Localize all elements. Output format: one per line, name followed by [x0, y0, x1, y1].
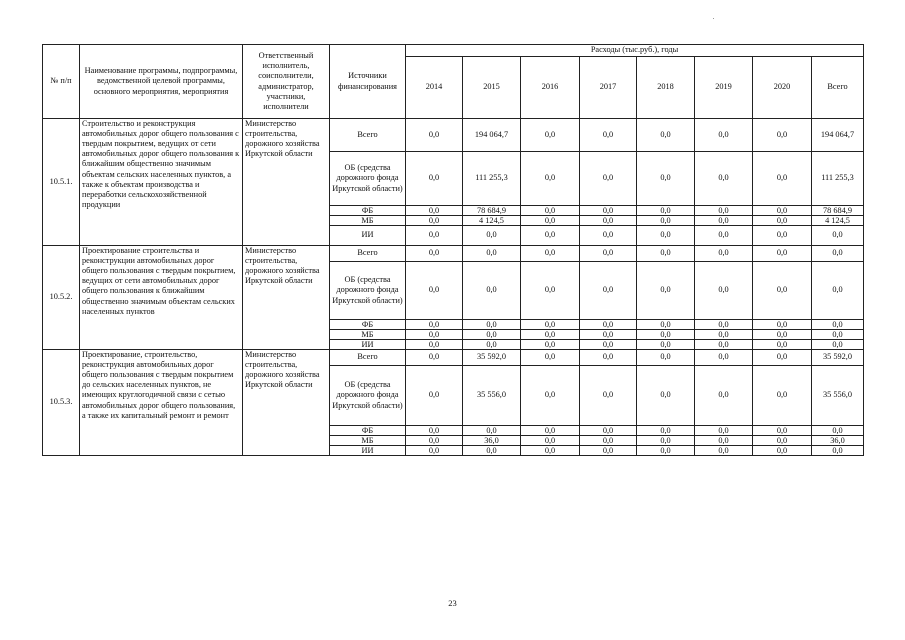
- value-cell: 0,0: [580, 119, 637, 152]
- total-cell: 36,0: [812, 436, 864, 446]
- value-cell: 0,0: [521, 262, 580, 320]
- section-number: 10.5.1.: [43, 119, 80, 246]
- value-cell: 0,0: [637, 340, 695, 350]
- value-cell: 0,0: [753, 152, 812, 206]
- header-year: 2019: [695, 57, 753, 119]
- value-cell: 0,0: [637, 152, 695, 206]
- value-cell: 0,0: [695, 246, 753, 262]
- value-cell: 35 556,0: [463, 366, 521, 426]
- value-cell: 0,0: [406, 226, 463, 246]
- total-cell: 35 592,0: [812, 350, 864, 366]
- header-year: 2014: [406, 57, 463, 119]
- total-cell: 0,0: [812, 320, 864, 330]
- value-cell: 0,0: [580, 340, 637, 350]
- value-cell: 0,0: [580, 426, 637, 436]
- value-cell: 0,0: [406, 426, 463, 436]
- section-responsible: Министерство строительства, дорожного хозяйства Иркутской области: [243, 246, 330, 350]
- value-cell: 0,0: [695, 262, 753, 320]
- value-cell: 0,0: [753, 340, 812, 350]
- section-name: Проектирование строительства и реконструкции автомобильных дорог общего пользования с твердым покрытием, ведущих от сети автомобильных дорог общего пользования к ближайшим общественно значимым объектам сельских населенных пунктов: [80, 246, 243, 350]
- funding-source: МБ: [330, 330, 406, 340]
- value-cell: 0,0: [753, 206, 812, 216]
- total-cell: 0,0: [812, 226, 864, 246]
- value-cell: 0,0: [580, 366, 637, 426]
- value-cell: 0,0: [580, 246, 637, 262]
- section-name: Проектирование, строительство, реконструкция автомобильных дорог общего пользования с твердым покрытием до сельских населенных пунктов, не имеющих круглогодичной связи с сетью автомобильных дорог общего пользования, а также их капитальный ремонт и ремонт: [80, 350, 243, 456]
- value-cell: 111 255,3: [463, 152, 521, 206]
- value-cell: 0,0: [406, 350, 463, 366]
- value-cell: 0,0: [580, 446, 637, 456]
- value-cell: 4 124,5: [463, 216, 521, 226]
- value-cell: 0,0: [753, 330, 812, 340]
- funding-source: ОБ (средства дорожного фонда Иркутской области): [330, 366, 406, 426]
- section-responsible: Министерство строительства, дорожного хозяйства Иркутской области: [243, 119, 330, 246]
- table-row: [43, 350, 864, 366]
- header-row-top: [43, 45, 864, 57]
- funding-source: ФБ: [330, 320, 406, 330]
- funding-source: Всего: [330, 246, 406, 262]
- value-cell: 0,0: [521, 436, 580, 446]
- value-cell: 0,0: [695, 320, 753, 330]
- funding-source: ФБ: [330, 426, 406, 436]
- value-cell: 0,0: [695, 436, 753, 446]
- budget-table: [42, 44, 864, 456]
- header-year: 2017: [580, 57, 637, 119]
- funding-source: МБ: [330, 216, 406, 226]
- value-cell: 35 592,0: [463, 350, 521, 366]
- section-number: 10.5.2.: [43, 246, 80, 350]
- value-cell: 0,0: [695, 216, 753, 226]
- value-cell: 0,0: [580, 320, 637, 330]
- value-cell: 0,0: [406, 262, 463, 320]
- header-source: Источники финансирования: [330, 45, 406, 119]
- total-cell: 0,0: [812, 262, 864, 320]
- value-cell: 0,0: [580, 330, 637, 340]
- value-cell: 0,0: [521, 320, 580, 330]
- value-cell: 0,0: [695, 340, 753, 350]
- value-cell: 0,0: [521, 330, 580, 340]
- value-cell: 0,0: [463, 320, 521, 330]
- value-cell: 0,0: [637, 262, 695, 320]
- value-cell: 194 064,7: [463, 119, 521, 152]
- value-cell: 0,0: [521, 216, 580, 226]
- section-name: Строительство и реконструкция автомобильных дорог общего пользования с твердым покрытием, ведущих от сети автомобильных дорог общего пользования к ближайшим общественно значимым объектам сельских населенных пунктов, а также к объектам производства и переработки сельскохозяйственной продукции: [80, 119, 243, 246]
- value-cell: 0,0: [637, 119, 695, 152]
- value-cell: 0,0: [521, 340, 580, 350]
- value-cell: 0,0: [406, 320, 463, 330]
- value-cell: 0,0: [406, 446, 463, 456]
- header-responsible: Ответственный исполнитель, соисполнители, администратор, участники, исполнители: [243, 45, 330, 119]
- value-cell: 0,0: [753, 366, 812, 426]
- funding-source: ИИ: [330, 446, 406, 456]
- total-cell: 4 124,5: [812, 216, 864, 226]
- value-cell: 0,0: [637, 330, 695, 340]
- total-cell: 0,0: [812, 446, 864, 456]
- value-cell: 0,0: [521, 350, 580, 366]
- value-cell: 0,0: [463, 246, 521, 262]
- value-cell: 0,0: [637, 426, 695, 436]
- value-cell: 0,0: [406, 436, 463, 446]
- value-cell: 0,0: [695, 206, 753, 216]
- value-cell: 0,0: [463, 330, 521, 340]
- value-cell: 0,0: [637, 320, 695, 330]
- value-cell: 0,0: [580, 216, 637, 226]
- value-cell: 0,0: [637, 366, 695, 426]
- value-cell: 0,0: [637, 350, 695, 366]
- value-cell: 0,0: [463, 226, 521, 246]
- value-cell: 0,0: [695, 226, 753, 246]
- value-cell: 0,0: [406, 366, 463, 426]
- value-cell: 0,0: [580, 436, 637, 446]
- value-cell: 0,0: [753, 446, 812, 456]
- total-cell: 194 064,7: [812, 119, 864, 152]
- header-year: 2016: [521, 57, 580, 119]
- value-cell: 0,0: [406, 206, 463, 216]
- funding-source: ОБ (средства дорожного фонда Иркутской области): [330, 262, 406, 320]
- value-cell: 0,0: [580, 152, 637, 206]
- value-cell: 0,0: [753, 226, 812, 246]
- value-cell: 0,0: [753, 436, 812, 446]
- value-cell: 0,0: [637, 216, 695, 226]
- value-cell: 0,0: [521, 119, 580, 152]
- value-cell: 0,0: [521, 246, 580, 262]
- funding-source: Всего: [330, 119, 406, 152]
- value-cell: 0,0: [521, 226, 580, 246]
- total-cell: 111 255,3: [812, 152, 864, 206]
- value-cell: 0,0: [580, 206, 637, 216]
- value-cell: 0,0: [695, 350, 753, 366]
- value-cell: 0,0: [406, 340, 463, 350]
- total-cell: 0,0: [812, 340, 864, 350]
- funding-source: ИИ: [330, 226, 406, 246]
- table-row: [43, 119, 864, 152]
- header-year: 2018: [637, 57, 695, 119]
- header-no: № п/п: [43, 45, 80, 119]
- value-cell: 0,0: [521, 366, 580, 426]
- section-number: 10.5.3.: [43, 350, 80, 456]
- funding-source: ИИ: [330, 340, 406, 350]
- value-cell: 0,0: [753, 350, 812, 366]
- section-responsible: Министерство строительства, дорожного хозяйства Иркутской области: [243, 350, 330, 456]
- value-cell: 0,0: [753, 262, 812, 320]
- value-cell: 0,0: [695, 119, 753, 152]
- header-year: 2015: [463, 57, 521, 119]
- header-year: 2020: [753, 57, 812, 119]
- value-cell: 0,0: [521, 206, 580, 216]
- value-cell: 0,0: [463, 340, 521, 350]
- value-cell: 0,0: [406, 119, 463, 152]
- page-number: 23: [448, 598, 457, 608]
- value-cell: 0,0: [753, 119, 812, 152]
- funding-source: МБ: [330, 436, 406, 446]
- header-name: Наименование программы, подпрограммы, ведомственной целевой программы, основного мероприятия, мероприятия: [80, 45, 243, 119]
- value-cell: 0,0: [580, 262, 637, 320]
- total-cell: 35 556,0: [812, 366, 864, 426]
- value-cell: 0,0: [695, 426, 753, 436]
- funding-source: ФБ: [330, 206, 406, 216]
- header-expenses: Расходы (тыс.руб.), годы: [406, 45, 864, 57]
- value-cell: 0,0: [521, 152, 580, 206]
- scan-speck: [713, 18, 714, 19]
- value-cell: 0,0: [637, 226, 695, 246]
- value-cell: 0,0: [695, 330, 753, 340]
- value-cell: 0,0: [637, 436, 695, 446]
- total-cell: 78 684,9: [812, 206, 864, 216]
- value-cell: 0,0: [406, 246, 463, 262]
- value-cell: 0,0: [463, 426, 521, 436]
- funding-source: Всего: [330, 350, 406, 366]
- funding-source: ОБ (средства дорожного фонда Иркутской области): [330, 152, 406, 206]
- value-cell: 0,0: [580, 226, 637, 246]
- value-cell: 0,0: [695, 152, 753, 206]
- value-cell: 0,0: [637, 446, 695, 456]
- value-cell: 0,0: [753, 216, 812, 226]
- value-cell: 0,0: [463, 446, 521, 456]
- value-cell: 0,0: [406, 330, 463, 340]
- value-cell: 0,0: [695, 446, 753, 456]
- value-cell: 36,0: [463, 436, 521, 446]
- value-cell: 0,0: [637, 246, 695, 262]
- table-row: [43, 246, 864, 262]
- value-cell: 0,0: [695, 366, 753, 426]
- value-cell: 78 684,9: [463, 206, 521, 216]
- value-cell: 0,0: [463, 262, 521, 320]
- total-cell: 0,0: [812, 330, 864, 340]
- value-cell: 0,0: [753, 246, 812, 262]
- value-cell: 0,0: [753, 320, 812, 330]
- value-cell: 0,0: [753, 426, 812, 436]
- value-cell: 0,0: [637, 206, 695, 216]
- value-cell: 0,0: [406, 216, 463, 226]
- value-cell: 0,0: [406, 152, 463, 206]
- header-total: Всего: [812, 57, 864, 119]
- value-cell: 0,0: [521, 446, 580, 456]
- total-cell: 0,0: [812, 246, 864, 262]
- total-cell: 0,0: [812, 426, 864, 436]
- value-cell: 0,0: [580, 350, 637, 366]
- value-cell: 0,0: [521, 426, 580, 436]
